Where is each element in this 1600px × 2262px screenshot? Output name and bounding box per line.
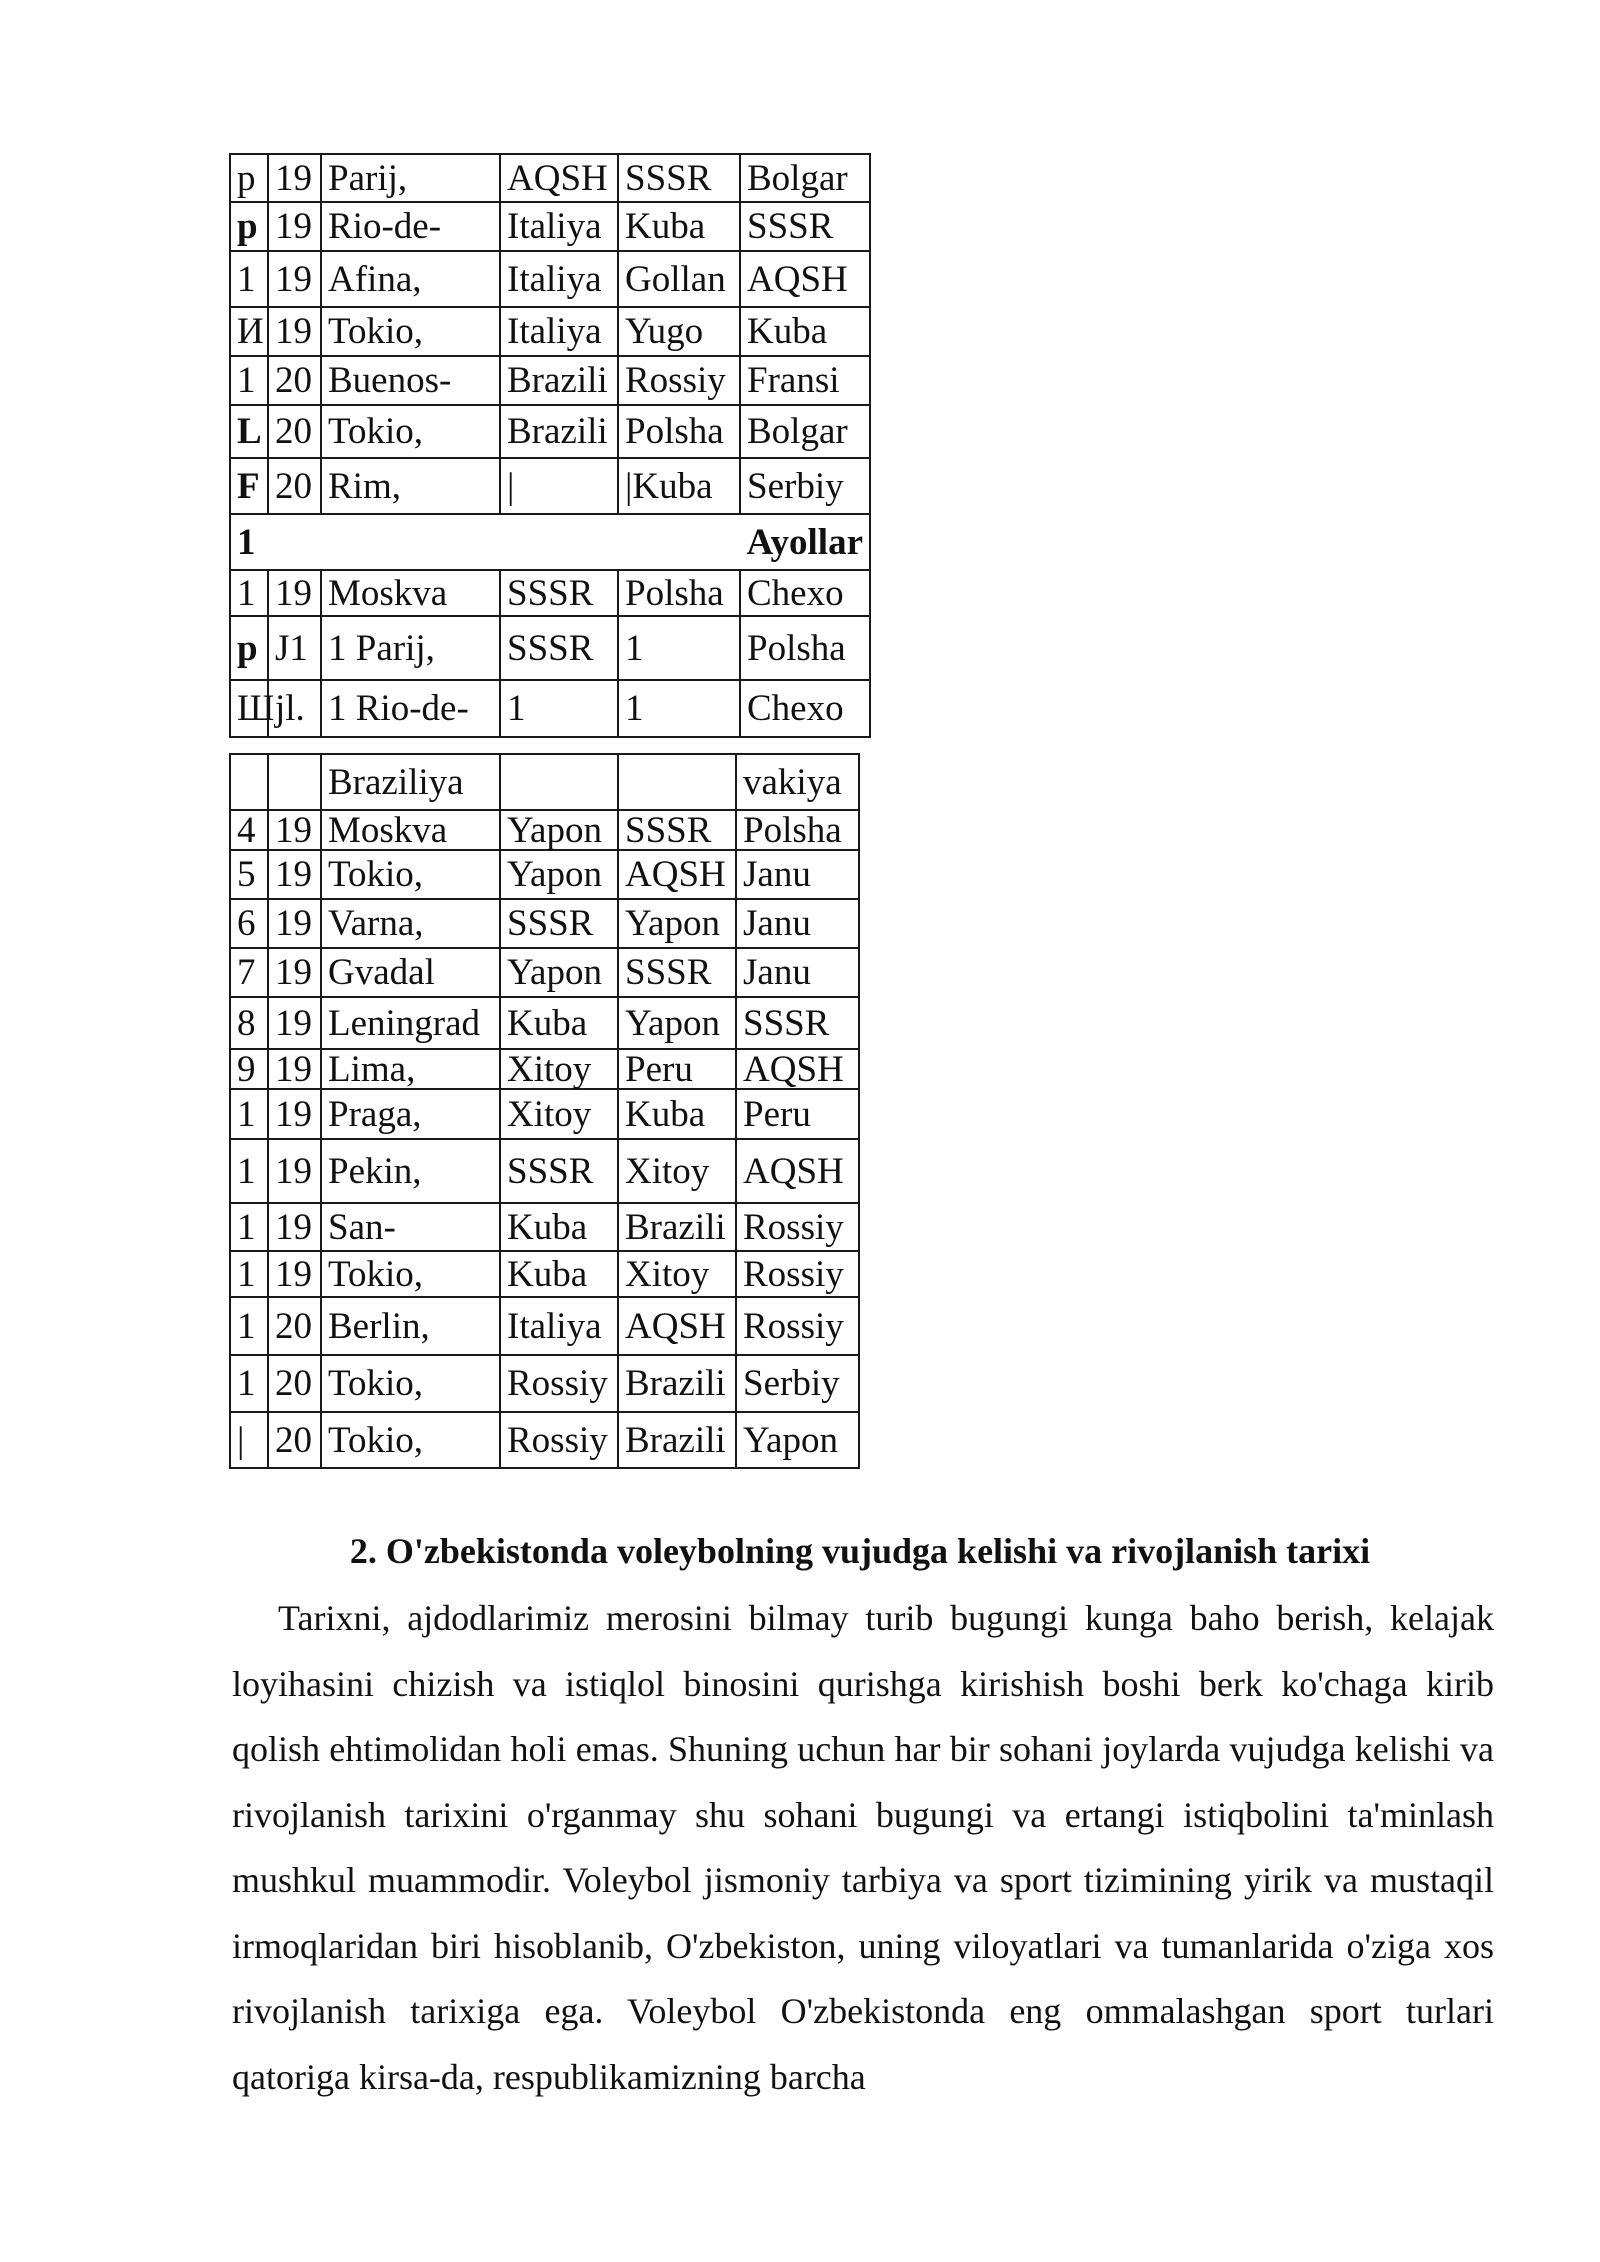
table-cell: И [230,307,268,356]
table-cell: Rossiy [500,1355,618,1412]
table-row [230,754,859,810]
table-cell: Peru [618,1049,736,1089]
table-cell: Rio-de- [321,202,500,251]
table-row [230,948,859,997]
table-cell: p [230,154,268,202]
results-table-top [229,153,871,738]
table-cell: SSSR [740,202,870,251]
table-cell: 19 [268,154,321,202]
table-cell: 1 [230,1297,268,1355]
table-cell: 1 Rio-de- [321,680,500,737]
table-cell: AQSH [736,1139,859,1203]
table-cell: Bolgar [740,405,870,458]
table-cell: Brazili [500,356,618,405]
table-cell: 5 [230,850,268,899]
table-cell: SSSR [500,616,618,680]
table-row [230,356,870,405]
table-row [230,850,859,899]
table-cell: Yapon [500,948,618,997]
table-cell: SSSR [618,810,736,850]
section-number: 1 [230,514,268,570]
table-cell: 19 [268,570,321,616]
table-cell: Fransi [740,356,870,405]
table-cell: Polsha [618,570,740,616]
table-cell: Moskva [321,810,500,850]
table-cell: 4 [230,810,268,850]
table-cell: 6 [230,899,268,948]
table-row [230,251,870,307]
table-cell: | [230,1412,268,1468]
table-cell: Tokio, [321,1355,500,1412]
table-cell: Praga, [321,1089,500,1139]
table-cell: vakiya [736,754,859,810]
table-cell: SSSR [736,997,859,1049]
table-row [230,1203,859,1251]
table-cell: Yapon [500,850,618,899]
table-cell: 19 [268,1203,321,1251]
table-cell: 1 [230,570,268,616]
table-cell: Brazili [618,1355,736,1412]
table-cell [618,754,736,810]
table-cell: Yapon [500,810,618,850]
table-row [230,1049,859,1089]
table-cell: Italiya [500,202,618,251]
table-cell: Polsha [740,616,870,680]
table-cell: | [500,458,618,514]
table-cell: 19 [268,850,321,899]
table-cell: San- [321,1203,500,1251]
table-cell: Kuba [500,997,618,1049]
table-cell: Xitoy [618,1139,736,1203]
table-cell: jl. [268,680,321,737]
table-cell: Tokio, [321,1251,500,1297]
table-cell: Xitoy [500,1089,618,1139]
table-cell: AQSH [618,1297,736,1355]
table-cell: AQSH [736,1049,859,1089]
table-cell: Italiya [500,1297,618,1355]
table-cell: 19 [268,899,321,948]
table-cell: 1 [230,1355,268,1412]
table-cell: Yugo [618,307,740,356]
table-cell: Rossiy [736,1251,859,1297]
table-cell: Moskva [321,570,500,616]
table-cell: 1 [230,356,268,405]
table-cell: Xitoy [500,1049,618,1089]
table-row [230,1412,859,1468]
table-cell: Kuba [618,1089,736,1139]
table-cell: Janu [736,948,859,997]
table-cell: Janu [736,899,859,948]
table-cell: Buenos- [321,356,500,405]
table-cell: SSSR [618,154,740,202]
table-cell: 19 [268,1049,321,1089]
table-cell: Tokio, [321,307,500,356]
table-row [230,810,859,850]
table-cell: Lima, [321,1049,500,1089]
table-cell: AQSH [500,154,618,202]
table-cell: Varna, [321,899,500,948]
table-cell: 1 [230,251,268,307]
section-row [230,514,870,570]
table-cell: 1 Parij, [321,616,500,680]
table-cell: Gvadal [321,948,500,997]
table-cell: Rossiy [618,356,740,405]
table-cell: Xitoy [618,1251,736,1297]
table-cell: 19 [268,1089,321,1139]
table-cell: L [230,405,268,458]
table-cell: 19 [268,948,321,997]
table-row [230,616,870,680]
table-cell: 20 [268,458,321,514]
table-cell: 1 [230,1139,268,1203]
table-row [230,307,870,356]
table-cell: Tokio, [321,405,500,458]
table-cell: Peru [736,1089,859,1139]
table-cell: Yapon [618,997,736,1049]
table-cell: 20 [268,1297,321,1355]
table-cell: 19 [268,1139,321,1203]
table-cell: Yapon [618,899,736,948]
table-cell: Berlin, [321,1297,500,1355]
table-cell: Brazili [618,1412,736,1468]
table-cell: 20 [268,405,321,458]
table-cell: Parij, [321,154,500,202]
table-row [230,1251,859,1297]
table-cell: 9 [230,1049,268,1089]
table-cell: J1 [268,616,321,680]
table-cell: Kuba [500,1251,618,1297]
table-cell: Kuba [500,1203,618,1251]
table-cell: Polsha [618,405,740,458]
table-cell: |Kuba [618,458,740,514]
table-row [230,202,870,251]
table-cell: 1 [618,680,740,737]
table-cell: Chexo [740,680,870,737]
table-cell: Kuba [618,202,740,251]
table-cell: 19 [268,307,321,356]
table-cell [268,754,321,810]
table-cell: 1 [618,616,740,680]
table-cell: 1 [230,1089,268,1139]
table-cell: Rossiy [500,1412,618,1468]
table-cell: SSSR [500,1139,618,1203]
table-row [230,1139,859,1203]
table-cell: Leningrad [321,997,500,1049]
table-cell: SSSR [618,948,736,997]
table-row [230,1297,859,1355]
table-cell: Kuba [740,307,870,356]
table-cell: 19 [268,1251,321,1297]
table-cell: 7 [230,948,268,997]
table-cell: Serbiy [740,458,870,514]
table-cell: Rim, [321,458,500,514]
table-cell: Ш [230,680,268,737]
table-cell: 20 [268,356,321,405]
table-cell: 1 [230,1251,268,1297]
section-heading: 2. O'zbekistonda voleybolning vujudga kelishi va rivojlanish tarixi [349,1531,1371,1571]
table-cell: Rossiy [736,1203,859,1251]
table-cell: 1 [500,680,618,737]
table-cell: Serbiy [736,1355,859,1412]
table-cell: 19 [268,997,321,1049]
table-cell: Brazili [500,405,618,458]
table-cell: SSSR [500,899,618,948]
table-cell: 20 [268,1412,321,1468]
table-cell: 8 [230,997,268,1049]
table-cell: Janu [736,850,859,899]
table-cell: F [230,458,268,514]
table-cell: 1 [230,1203,268,1251]
table-cell: Rossiy [736,1297,859,1355]
table-cell: Tokio, [321,1412,500,1468]
table-cell: AQSH [740,251,870,307]
table-row [230,997,859,1049]
table-cell: Italiya [500,251,618,307]
table-cell: 19 [268,202,321,251]
table-cell: Tokio, [321,850,500,899]
table-cell [500,754,618,810]
results-table-bottom [229,753,860,1469]
body-paragraph: Tarixni, ajdodlarimiz merosini bilmay turib bugungi kunga baho berish, kelajak loyihasini chizish va istiqlol binosini qurishga kirishish boshi berk ko'chaga kirib qolish ehtimolidan holi emas. Shuning uchun har bir sohani joylarda vujudga kelishi va rivojlanish tarixini o'rganmay shu sohani bugungi va ertangi istiqbolini ta'minlash mushkul muammodir. Voleybol jismoniy tarbiya va sport tizimining yirik va mustaqil irmoqlaridan biri hisoblanib, O'zbekiston, uning viloyatlari va tumanlarida o'ziga xos rivojlanish tarixiga ega. Voleybol O'zbekistonda eng ommalashgan sport turlari qatoriga kirsa-da, respublikamizning barcha [232,1598,1494,2097]
table-row [230,458,870,514]
table-cell: 19 [268,251,321,307]
table-row [230,1089,859,1139]
table-cell: p [230,202,268,251]
table-cell: Gollan [618,251,740,307]
section-label-women: Ayollar [268,514,870,570]
table-cell [230,754,268,810]
table-row [230,1355,859,1412]
table-row [230,899,859,948]
table-cell: Yapon [736,1412,859,1468]
table-row [230,154,870,202]
table-row [230,680,870,737]
table-cell: Pekin, [321,1139,500,1203]
table-cell: SSSR [500,570,618,616]
table-cell: 20 [268,1355,321,1412]
table-cell: Afina, [321,251,500,307]
table-cell: Polsha [736,810,859,850]
table-cell: Brazili [618,1203,736,1251]
table-cell: Chexo [740,570,870,616]
table-row [230,405,870,458]
table-row [230,570,870,616]
table-cell: Bolgar [740,154,870,202]
table-cell: p [230,616,268,680]
table-cell: 19 [268,810,321,850]
table-cell: Braziliya [321,754,500,810]
table-cell: AQSH [618,850,736,899]
table-cell: Italiya [500,307,618,356]
